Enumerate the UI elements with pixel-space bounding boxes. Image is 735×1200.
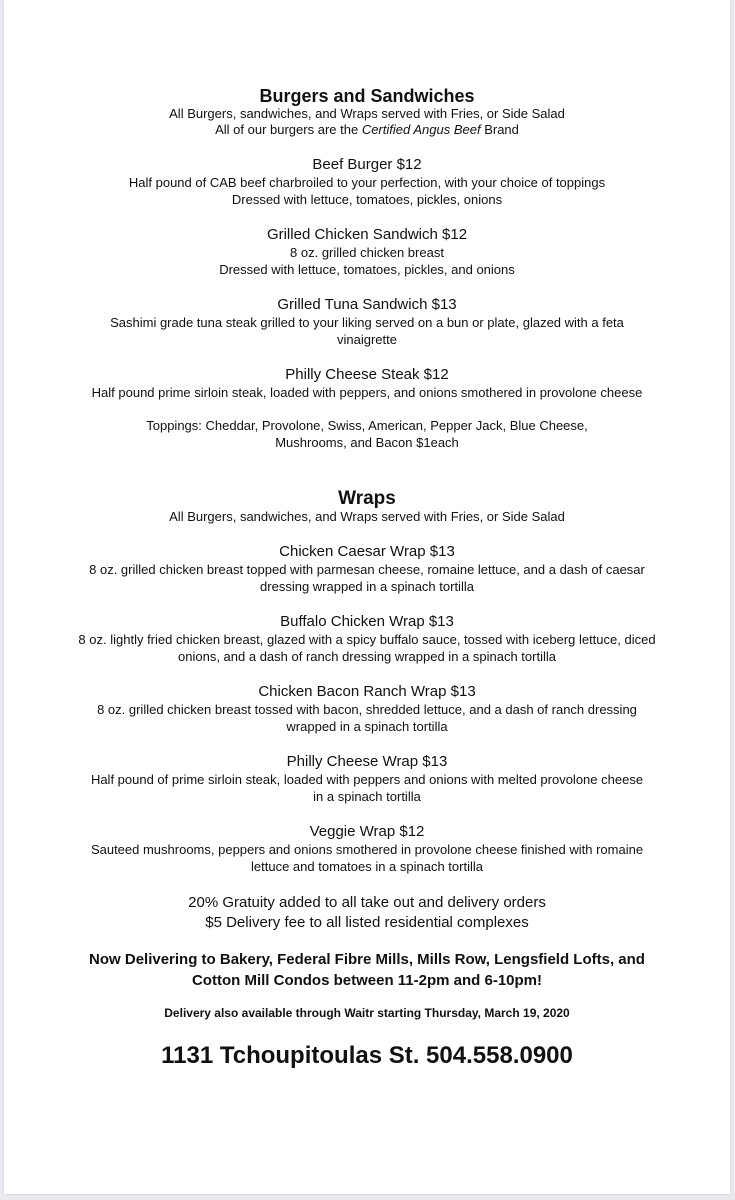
- item-name: Buffalo Chicken Wrap $13: [280, 613, 454, 630]
- item-desc-line: Dressed with lettuce, tomatoes, pickles, and onions: [219, 262, 515, 277]
- menu-content: [4, 86, 730, 1095]
- menu-item-grilled-chicken-sandwich: [4, 226, 730, 278]
- item-desc: 8 oz. lightly fried chicken breast, glazed with a spicy buffalo sauce, tossed with iceberg lettuce, diced onions, and a dash of ranch dressing wrapped in a spinach tortilla: [78, 632, 656, 664]
- item-desc-line: Half pound of CAB beef charbroiled to your perfection, with your choice of toppings: [128, 175, 606, 190]
- menu-page: [4, 0, 730, 1194]
- item-name: Veggie Wrap $12: [309, 823, 425, 840]
- item-desc: Half pound prime sirloin steak, loaded with peppers, and onions smothered in provolone cheese: [91, 385, 643, 400]
- gratuity-note: 20% Gratuity added to all take out and delivery orders: [188, 894, 546, 911]
- item-desc: Half pound of prime sirloin steak, loaded with peppers and onions with melted provolone cheese in a spinach tortilla: [90, 772, 644, 804]
- burgers-note-sides: All Burgers, sandwiches, and Wraps served with Fries, or Side Salad: [169, 106, 565, 121]
- menu-item-philly-cheese-wrap: [4, 753, 730, 805]
- section-title-wraps: Wraps: [338, 488, 396, 509]
- toppings-note: Toppings: Cheddar, Provolone, Swiss, American, Pepper Jack, Blue Cheese, Mushrooms, and Bacon $1each: [146, 418, 588, 450]
- item-name: Philly Cheese Steak $12: [285, 366, 449, 383]
- wraps-note-sides: All Burgers, sandwiches, and Wraps served with Fries, or Side Salad: [169, 509, 565, 524]
- angus-note-prefix: All of our burgers are the: [215, 122, 362, 137]
- item-name: Philly Cheese Wrap $13: [286, 753, 448, 770]
- item-desc: Sauteed mushrooms, peppers and onions smothered in provolone cheese finished with romaine lettuce and tomatoes in a spinach tortilla: [90, 842, 644, 874]
- angus-note-brand: Certified Angus Beef: [361, 122, 481, 137]
- menu-item-beef-burger: [4, 156, 730, 208]
- item-desc-line: Dressed with lettuce, tomatoes, pickles, onions: [231, 192, 503, 207]
- item-desc-line: 8 oz. grilled chicken breast: [290, 245, 444, 260]
- item-desc: 8 oz. grilled chicken breast tossed with bacon, shredded lettuce, and a dash of ranch dressing wrapped in a spinach tortilla: [97, 702, 637, 734]
- menu-item-veggie-wrap: [4, 823, 730, 875]
- waitr-note: Delivery also available through Waitr starting Thursday, March 19, 2020: [164, 1006, 570, 1020]
- menu-item-philly-cheese-steak: [4, 366, 730, 401]
- item-desc: Sashimi grade tuna steak grilled to your liking served on a bun or plate, glazed with a feta vinaigrette: [110, 315, 624, 347]
- item-name: Grilled Chicken Sandwich $12: [266, 226, 468, 243]
- item-name: Beef Burger $12: [312, 156, 422, 173]
- burgers-note-angus: [4, 122, 730, 138]
- angus-note-suffix: Brand: [480, 122, 519, 137]
- gratuity-block: [4, 893, 730, 933]
- item-desc: 8 oz. grilled chicken breast topped with parmesan cheese, romaine lettuce, and a dash of caesar dressing wrapped in a spinach tortilla: [89, 562, 645, 594]
- item-name: Chicken Caesar Wrap $13: [279, 543, 455, 560]
- restaurant-address-phone: 1131 Tchoupitoulas St. 504.558.0900: [161, 1042, 573, 1069]
- item-name: Chicken Bacon Ranch Wrap $13: [258, 683, 476, 700]
- section-title-burgers: Burgers and Sandwiches: [259, 86, 475, 106]
- item-name: Grilled Tuna Sandwich $13: [277, 296, 457, 313]
- menu-item-chicken-bacon-ranch-wrap: [4, 683, 730, 735]
- menu-item-grilled-tuna-sandwich: [4, 296, 730, 348]
- menu-item-chicken-caesar-wrap: [4, 543, 730, 595]
- delivery-fee-note: $5 Delivery fee to all listed residential complexes: [205, 914, 529, 931]
- menu-item-buffalo-chicken-wrap: [4, 613, 730, 665]
- delivering-announcement: Now Delivering to Bakery, Federal Fibre Mills, Mills Row, Lengsfield Lofts, and Cotton Mill Condos between 11-2pm and 6-10pm!: [89, 951, 645, 989]
